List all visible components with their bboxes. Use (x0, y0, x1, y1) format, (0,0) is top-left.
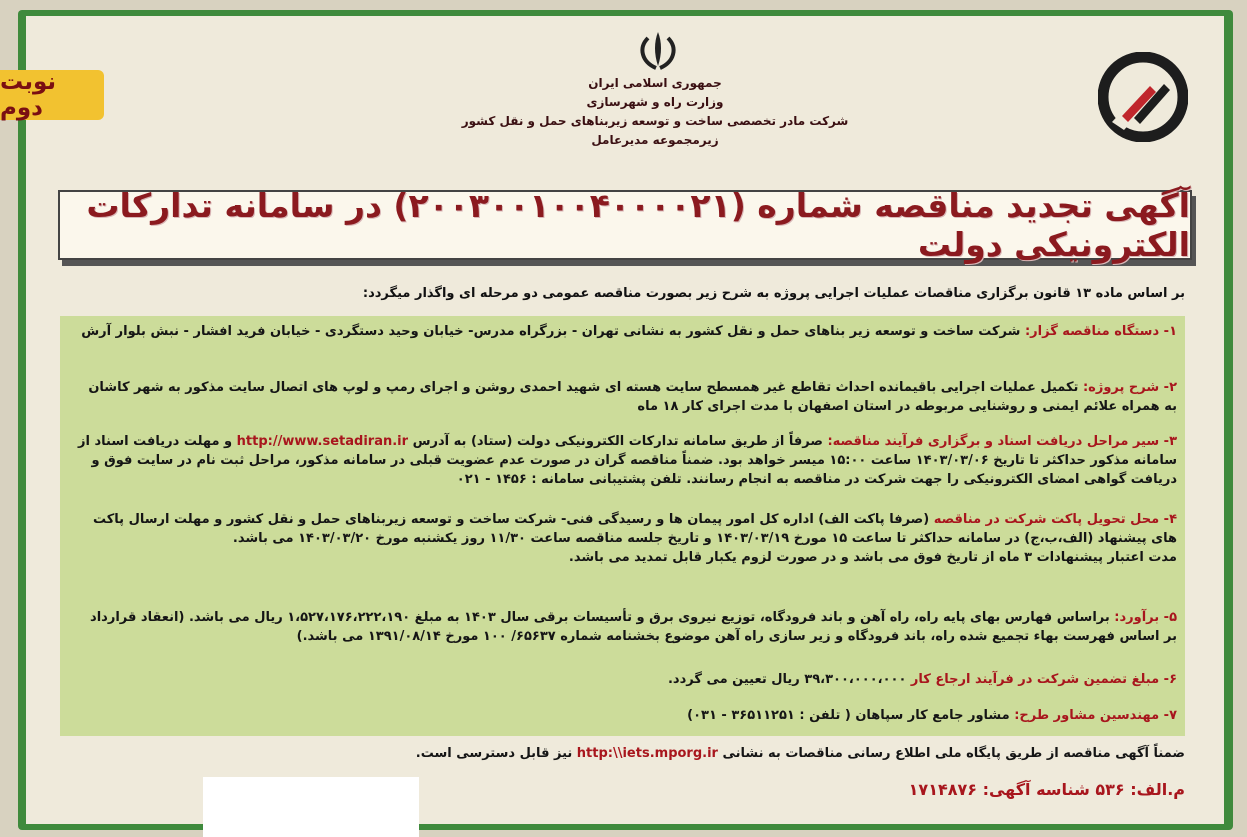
org-line-3: شرکت مادر تخصصی ساخت و توسعه زیربناهای حمل و نقل کشور (461, 114, 849, 128)
footer-paragraph (90, 746, 1185, 761)
item-5 (77, 608, 1177, 646)
item-7 (77, 706, 1177, 725)
round-badge: نوبت دوم (0, 70, 104, 120)
item-7-text: مشاور جامع کار سپاهان ( تلفن : ۳۶۵۱۱۲۵۱ - ۰۳۱) (687, 708, 1010, 723)
item-6 (77, 670, 1177, 689)
setadiran-link[interactable]: http://www.setadiran.ir (236, 434, 409, 449)
item-1-label: ۱- دستگاه مناقصه گزار: (1024, 324, 1177, 339)
intro-paragraph: بر اساس ماده ۱۳ قانون برگزاری مناقصات عملیات اجرایی پروژه به شرح زیر بصورت مناقصه عمومی دو مرحله ای واگذار میگردد: (362, 286, 1185, 301)
footer-text-b: نیز قابل دسترسی است. (415, 746, 573, 761)
item-4 (77, 510, 1177, 567)
org-line-2: وزارت راه و شهرسازی (586, 95, 724, 109)
item-6-text: ۳۹،۳۰۰،۰۰۰،۰۰۰ ریال تعیین می گردد. (667, 672, 907, 687)
item-2 (77, 378, 1177, 416)
item-7-label: ۷- مهندسین مشاور طرح: (1014, 708, 1177, 723)
notice-title: آگهی تجدید مناقصه شماره (۲۰۰۳۰۰۱۰۰۴۰۰۰۰۲۱) در سامانه تدارکات الکترونیکی دولت (86, 186, 1190, 264)
items-panel (60, 316, 1185, 736)
item-6-label: ۶- مبلغ تضمین شرکت در فرآیند ارجاع کار (910, 672, 1177, 687)
emblem-icon (634, 28, 682, 72)
item-3-text-b: و مهلت دریافت اسناد از سامانه مذکور حداکثر تا تاریخ ۱۴۰۳/۰۳/۰۶ ساعت ۱۵:۰۰ میسر خواهد بود. ضمناً مناقصه گران در صورت عدم عضویت قبلی در سامانه مذکور، مراحل ثبت نام در سایت فوق و دریافت گواهی امضای الکترونیکی را جهت شرکت در مناقصه به انجام رسانند. تلفن پشتیبانی سامانه : ۱۴۵۶ - ۰۲۱ (78, 434, 1177, 487)
item-5-label: ۵- برآورد: (1114, 610, 1177, 625)
item-2-label: ۲- شرح پروژه: (1082, 380, 1177, 395)
item-1 (77, 322, 1177, 341)
item-5-text: براساس فهارس بهای پایه راه، راه آهن و باند فرودگاه، توزیع نیروی برق و تأسیسات برقی سال ۱۴۰۳ به مبلغ ۱،۵۲۷،۱۷۶،۲۲۲،۱۹۰ ریال می باشد. (انعقاد قرارداد بر اساس فهرست بهاء تجمیع شده راه، باند فرودگاه و زیر سازی راه آهن موضوع بخشنامه شماره ۶۵۶۳۷/ ۱۰۰ مورخ ۱۳۹۱/۰۸/۱۴ می باشد.) (90, 610, 1177, 644)
item-4-note: مدت اعتبار پیشنهادات ۳ ماه از تاریخ فوق می باشد و در صورت لزوم یکبار قابل تمدید می باشد. (568, 550, 1177, 565)
item-4-text: (صرفا پاکت الف) اداره کل امور پیمان ها و رسیدگی فنی- شرکت ساخت و توسعه زیربناهای حمل و نقل کشور و مهلت ارسال پاکت های پیشنهاد (الف،ب،ج) در سامانه حداکثر تا ساعت ۱۵ مورخ ۱۴۰۳/۰۳/۱۹ و تاریخ جلسه مناقصه ساعت ۱۱/۳۰ روز یکشنبه مورخ ۱۴۰۳/۰۳/۲۰ می باشد. (92, 512, 1177, 546)
item-2-text: تکمیل عملیات اجرایی باقیمانده احداث تقاطع غیر همسطح سایت هسته ای شهید احمدی روشن و اجرای رمپ و لوپ های اتصال سایت مذکور به شهر کاشان به همراه علائم ایمنی و روشنایی مربوطه در استان اصفهان با مدت اجرای کار ۱۸ ماه (88, 380, 1177, 414)
org-line-4: زیرمجموعه مدیرعامل (591, 133, 719, 147)
organization-header (420, 74, 890, 150)
item-3-text-a: صرفاً از طریق سامانه تدارکات الکترونیکی دولت (ستاد) به آدرس (412, 434, 823, 449)
iets-link[interactable]: http:\\iets.mporg.ir (576, 746, 718, 761)
footer-text-a: ضمناً آگهی مناقصه از طریق پایگاه ملی اطلاع رسانی مناقصات به نشانی (722, 746, 1185, 761)
item-4-label: ۴- محل تحویل پاکت شرکت در مناقصه (933, 512, 1177, 527)
blank-area (203, 777, 419, 837)
item-3-label: ۳- سیر مراحل دریافت اسناد و برگزاری فرآیند مناقصه: (827, 434, 1177, 449)
item-3 (77, 432, 1177, 489)
org-line-1: جمهوری اسلامی ایران (588, 76, 722, 90)
item-1-text: شرکت ساخت و توسعه زیر بناهای حمل و نقل کشور به نشانی تهران - بزرگراه مدرس- خیابان وحید دستگردی - خیابان فرید افشار - نبش بلوار آرش (81, 324, 1021, 339)
company-logo-icon (1098, 52, 1188, 142)
notice-title-box (58, 186, 1192, 264)
notice-reference: م.الف: ۵۳۶ شناسه آگهی: ۱۷۱۴۸۷۶ (908, 780, 1185, 799)
